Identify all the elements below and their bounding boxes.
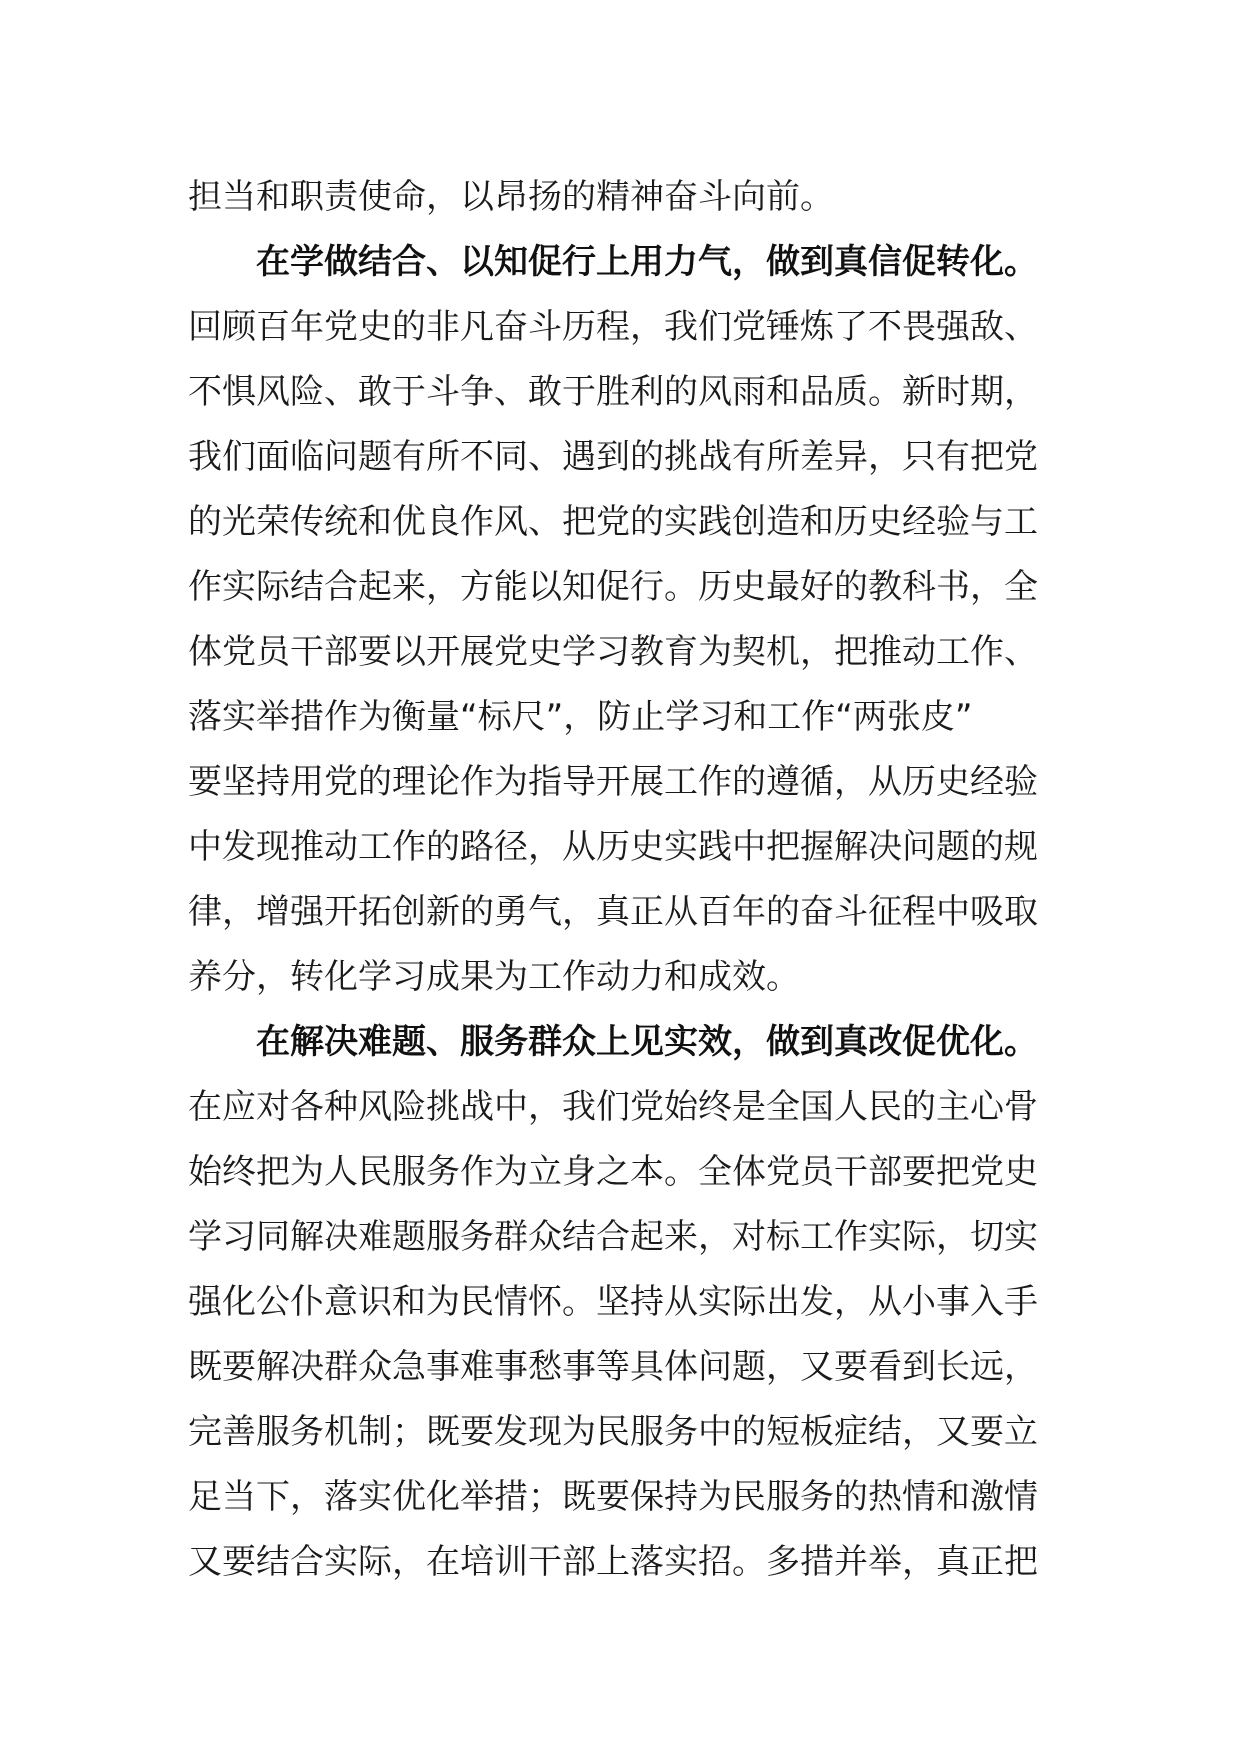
text-line: 又要结合实际，在培训干部上落实招。多措并举，真正把	[188, 1542, 1038, 1582]
text-line: 足当下，落实优化举措；既要保持为民服务的热情和激情	[188, 1477, 1038, 1517]
text-line: 作实际结合起来，方能以知促行。历史最好的教科书，全	[188, 567, 1038, 607]
text-line: 担当和职责使命，以昂扬的精神奋斗向前。	[188, 177, 834, 217]
text-line: 始终把为人民服务作为立身之本。全体党员干部要把党史	[188, 1152, 1038, 1192]
text-line: 我们面临问题有所不同、遇到的挑战有所差异，只有把党	[188, 437, 1038, 477]
text-line: 要坚持用党的理论作为指导开展工作的遵循，从历史经验	[188, 762, 1038, 802]
text-line: 律，增强开拓创新的勇气，真正从百年的奋斗征程中吸取	[188, 892, 1038, 932]
text-line: 强化公仆意识和为民情怀。坚持从实际出发，从小事入手	[188, 1282, 1038, 1322]
text-line: 体党员干部要以开展党史学习教育为契机，把推动工作、	[188, 632, 1038, 672]
text-line: 学习同解决难题服务群众结合起来，对标工作实际，切实	[188, 1217, 1038, 1257]
text-line: 不惧风险、敢于斗争、敢于胜利的风雨和品质。新时期，	[188, 372, 1038, 412]
text-line: 中发现推动工作的路径，从历史实践中把握解决问题的规	[188, 827, 1038, 867]
text-line: 养分，转化学习成果为工作动力和成效。	[188, 957, 800, 997]
text-line: 在应对各种风险挑战中，我们党始终是全国人民的主心骨	[188, 1087, 1038, 1127]
text-line: 落实举措作为衡量“标尺”，防止学习和工作“两张皮”	[188, 697, 973, 737]
section-heading: 在解决难题、服务群众上见实效，做到真改促优化。	[256, 1022, 1038, 1062]
text-line: 既要解决群众急事难事愁事等具体问题，又要看到长远，	[188, 1347, 1038, 1387]
text-line: 回顾百年党史的非凡奋斗历程，我们党锤炼了不畏强敌、	[188, 307, 1038, 347]
body-text	[188, 165, 1058, 1595]
text-line: 的光荣传统和优良作风、把党的实践创造和历史经验与工	[188, 502, 1038, 542]
text-line: 完善服务机制；既要发现为民服务中的短板症结，又要立	[188, 1412, 1038, 1452]
section-heading: 在学做结合、以知促行上用力气，做到真信促转化。	[256, 242, 1038, 282]
